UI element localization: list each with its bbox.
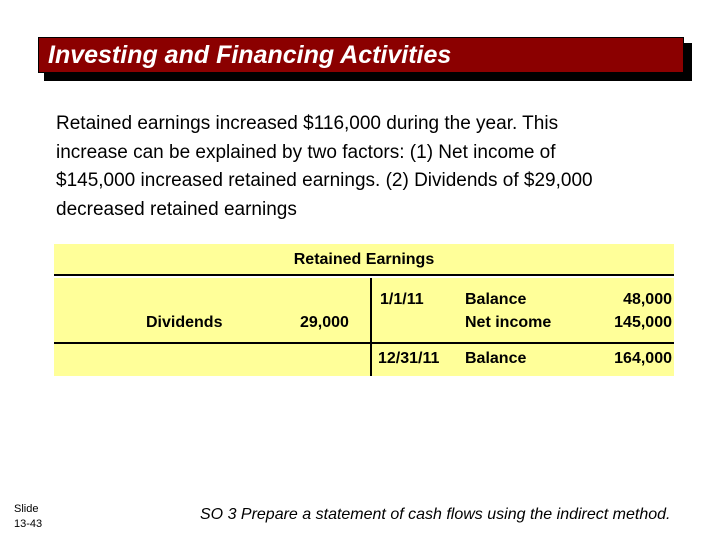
study-objective: SO 3 Prepare a statement of cash flows using the indirect method. [200, 506, 671, 523]
credit-description: Net income [465, 314, 552, 331]
title-bar [38, 37, 684, 73]
credit-amount: 145,000 [614, 314, 672, 331]
slide-label: Slide [14, 503, 39, 515]
t-account-header [54, 244, 674, 276]
credit-amount: 164,000 [614, 350, 672, 367]
t-account-divider [370, 278, 372, 376]
paragraph-line: increase can be explained by two factors: (1) Net income of [56, 141, 556, 163]
paragraph [56, 110, 676, 224]
t-account-band-lower [54, 344, 674, 376]
slide-title: Investing and Financing Activities [48, 40, 452, 69]
slide-number [14, 502, 42, 532]
t-account-title: Retained Earnings [293, 251, 435, 268]
debit-amount: 29,000 [300, 314, 349, 331]
paragraph-line: $145,000 increased retained earnings. (2) Dividends of $29,000 [56, 170, 593, 191]
debit-label: Dividends [146, 314, 223, 331]
credit-description: Balance [465, 350, 527, 367]
credit-date: 12/31/11 [378, 350, 440, 367]
credit-description: Balance [465, 291, 527, 308]
paragraph-line: Retained earnings increased $116,000 during the year. This [56, 113, 559, 134]
paragraph-line: decreased retained earnings [56, 198, 297, 220]
credit-date: 1/1/11 [380, 291, 424, 308]
slide-number-value: 13-43 [14, 518, 43, 530]
credit-amount: 48,000 [623, 291, 672, 308]
